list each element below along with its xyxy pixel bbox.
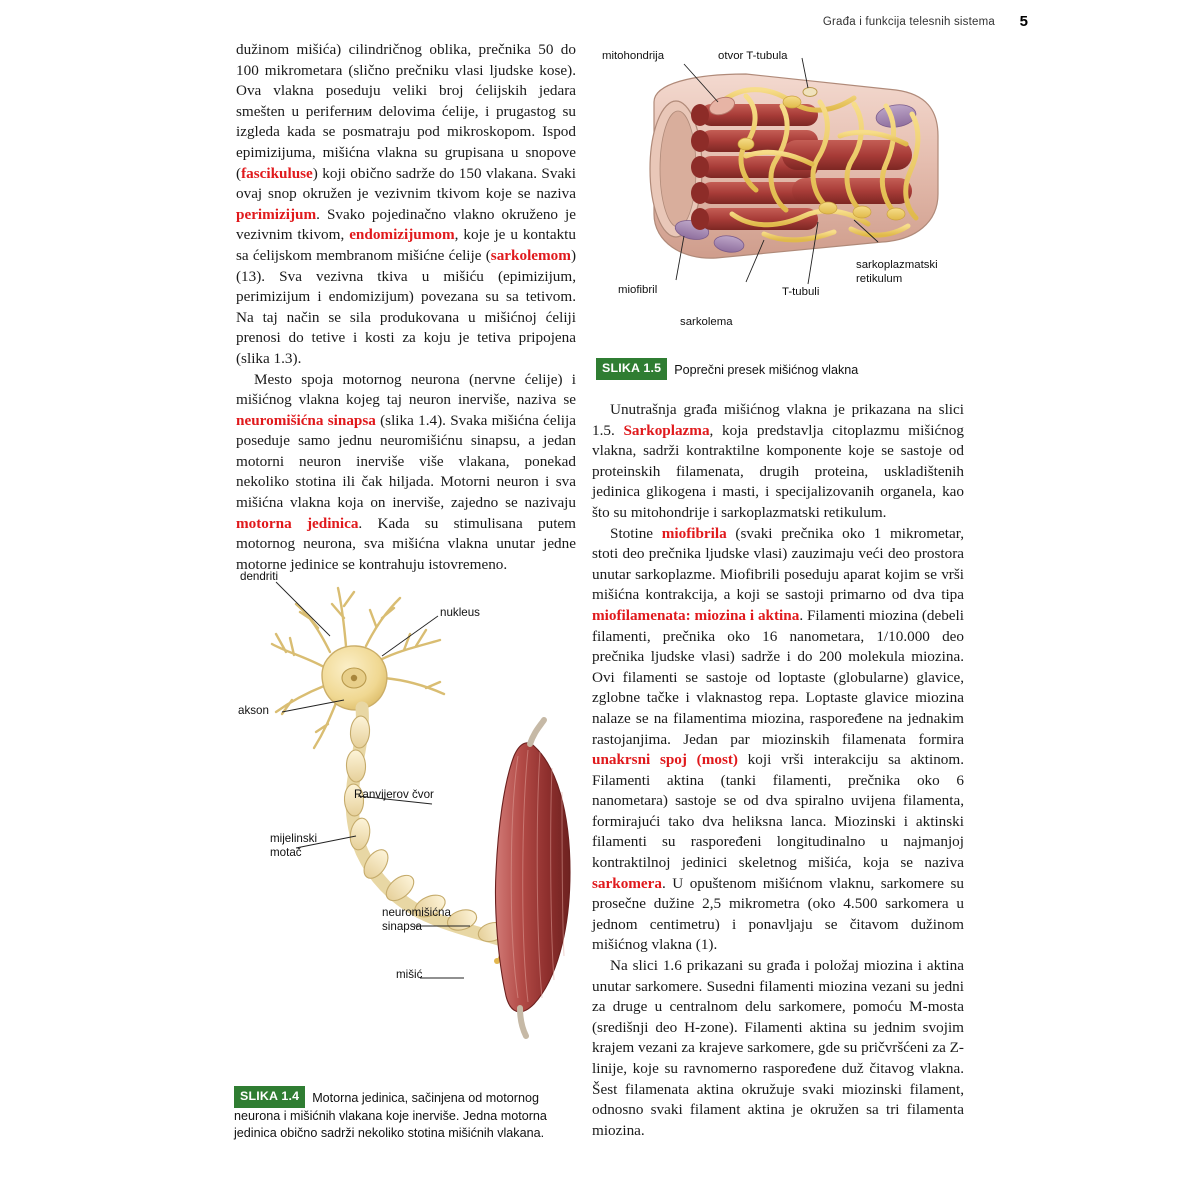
paragraph: Unutrašnja građa mišićnog vlakna je prikazana na slici 1.5. Sarkoplazma, koja predstavlja citoplazmu mišićnog vlakna, sadrži kontraktilne komponente koje se sastoje od proteinskih filamenata, drugih proteina, uskladištenih jedinica glikogena i masti, i specijalizovanih organela, kao što su mitohondrije i sarkoplazmatski retikulum.: [592, 401, 964, 521]
label-sarkolema: sarkolema: [680, 316, 733, 328]
myofibril-cut-face: [691, 104, 709, 126]
motor-unit-illustration: [234, 560, 582, 1060]
label-misic: mišić: [396, 968, 423, 981]
label-miofibril: miofibril: [618, 284, 658, 296]
nucleolus-shape: [351, 675, 357, 681]
label-mijelinski-motac: mijelinski motač: [270, 832, 318, 859]
figure-1-4-caption-text: Motorna jedinica, sačinjena od motornog neurona i mišićnih vlakana koje inerviše. Jedna motorna jedinica obično sadrži nekoliko stotina mišićnih vlakana.: [234, 1091, 547, 1140]
myofibril-cut-face: [691, 182, 709, 204]
tendon-bottom: [520, 1008, 526, 1036]
cut-end-inner: [660, 111, 696, 227]
label-mitohondrija: mitohondrija: [602, 50, 665, 62]
page-number: 5: [1019, 13, 1028, 30]
t-tubule-opening: [803, 88, 817, 97]
keyword-endomizijumom: endomizijumom: [349, 226, 455, 244]
keyword-sarkolemom: sarkolemom: [490, 246, 571, 264]
paragraph: Na slici 1.6 prikazani su građa i položaj miozina i aktina unutar sarkomere. Susedni filamenti miozina vezani su jedni za druge u centralnom delu sarkomere, pomoću M-mosta (središnji deo H-zone). Filamenti aktina su jednim svojim krajem vezani za krajeve sarkomere, gde su pričvršćeni za Z-linije, koje su ravnomerno raspoređene duž čitavog vlakna. Šest filamenata aktina okružuje svaki miozinski filament, odnosno svaki filament aktina je okružen sa tri filamenta miozina.: [592, 957, 964, 1139]
keyword-miofibrila: miofibrila: [661, 524, 727, 542]
figure-1-5-caption: [596, 358, 976, 380]
label-otvor-t-tubula: otvor T-tubula: [718, 50, 788, 62]
paragraph: Mesto spoja motornog neurona (nervne ćelije) i mišićnog vlakna kojeg taj neuron inerviše, naziva se neuromišićna sinapsa (slika 1.4). Svaka mišićna ćelija poseduje samo jednu neuromišićnu sinapsu, a jedan motorni neuron inerviše više vlakana, ponekad nekoliko stotina ili čak hiljada. Motorni neuron i sva mišićna vlakna koja on inerviše, zajedno se nazivaju motorna jedinica. Kada su stimulisana putem motornog neurona, sva mišićna vlakna unutar jedne motorne jedinice se kontrahuju istovremeno.: [236, 370, 576, 573]
label-sarkoplazmatski-retikulum: sarkoplazmatski retikulum: [856, 259, 938, 285]
figure-1-5-caption-text: Poprečni presek mišićnog vlakna: [674, 363, 859, 377]
muscle-fiber-cross-section-illustration: [596, 44, 968, 344]
myofibril-cut-face: [691, 208, 709, 230]
keyword-sarkoplazma: Sarkoplazma: [623, 421, 710, 439]
label-dendriti: dendriti: [240, 570, 279, 583]
left-text-column: [236, 40, 576, 575]
keyword-unakrsni-spoj: unakrsni spoj (most): [592, 751, 738, 769]
figure-1-5-tag: SLIKA 1.5: [596, 358, 667, 380]
right-text-column: [592, 400, 964, 1141]
myofibril-cut-face: [691, 130, 709, 152]
running-head-text: Građa i funkcija telesnih sistema: [822, 16, 995, 28]
figure-1-4-caption: [234, 1086, 582, 1143]
muscle-shape: [495, 743, 570, 1012]
myofibril-cut-face: [691, 156, 709, 178]
label-t-tubuli: T-tubuli: [782, 286, 820, 298]
keyword-fascikuluse: fascikuluse: [241, 164, 313, 182]
keyword-perimizijum: perimizijum: [236, 205, 317, 223]
keyword-sarkomera: sarkomera: [592, 874, 663, 892]
figure-1-5-artwork: [596, 44, 968, 344]
paragraph: dužinom mišića) cilindričnog oblika, prečnika 50 do 100 mikrometara (slično prečniku vlasi ljudske kose). Ova vlakna poseduju veliki broj ćelijskih jedara smešten u periferним delovima ćelije, i prugastog su izgleda kada se posmatraju pod mikroskopom. Ispod epimizijuma, mišićna vlakna su grupisana u snopove (fascikuluse) koji obično sadrže do 150 vlakana. Svaki ovaj snop okružen je vezivnim tkivom koje se naziva perimizijum. Svako pojedinačno vlakno okruženo je vezivnim tkivom, endomizijumom, koje je u kontaktu sa ćelijskom membranom mišićne ćelije (sarkolemom) (13). Sva vezivna tkiva u mišiću (epimizijum, perimizijum i endomizijum) povezana su sa tetivom. Na taj način se sila produkovana u mišićnoj ćeliji prenosi do tetive i kosti za koju je tetiva pripojena (slika 1.3).: [236, 41, 576, 367]
tendon-top: [530, 720, 544, 744]
label-ranvijerov-cvor: Ranvijerov čvor: [354, 788, 434, 801]
label-akson: akson: [238, 704, 269, 717]
label-neuromisicna-sinapsa: neuromišićna sinapsa: [382, 906, 451, 933]
keyword-motorna-jedinica: motorna jedinica: [236, 514, 359, 532]
paragraph: Stotine miofibrila (svaki prečnika oko 1 mikrometar, stoti deo prečnika ljudske vlasi) zauzimaju veći deo prostora unutar sarkoplazme. Miofibrili poseduju aparat kojim se vrši mišićna kontrakcija, a koji se sastoji primarno od dva tipa miofilamenata: miozina i aktina. Filamenti miozina (debeli filamenti, prečnika oko 16 nanometara, 1/10.000 deo prečnika ljudske vlasi) sadrže i do 200 molekula miozina. Ovi filamenti se sastoje od loptaste (globularne) glavice, zglobne tačke i vlaknastog repa. Loptaste glavice miozina nalaze se na filamentima miozina, raspoređene na jednakim rastojanjima. Jedan par miozinskih filamenata formira unakrsni spoj (most) koji vrši interakciju sa aktinom. Filamenti aktina (tanki filamenti, prečnika oko 6 nanometara) sastoje se od dva spiralno uvijena filamenta, formirajući tako dva heliksna lanca. Miozinski i aktinski filamenti su raspoređeni longitudinalno u najmanjoj kontraktilnoj jedinici skeletnog mišića, koja se naziva sarkomera. U opuštenom mišićnom vlaknu, sarkomere su prosečne dužine 2,5 mikrometra (oko 4.500 sarkomera u jednom centimetru) i ponavljaju se čitavom dužinom mišićnog vlakna (1).: [592, 524, 964, 954]
keyword-neuromisicna-sinapsa: neuromišićna sinapsa: [236, 411, 376, 429]
label-nukleus: nukleus: [440, 606, 480, 619]
figure-1-4-tag: SLIKA 1.4: [234, 1086, 305, 1108]
keyword-miofilamenata: miofilamenata: miozina i aktina: [592, 606, 800, 624]
figure-1-4-artwork: [234, 560, 582, 1060]
